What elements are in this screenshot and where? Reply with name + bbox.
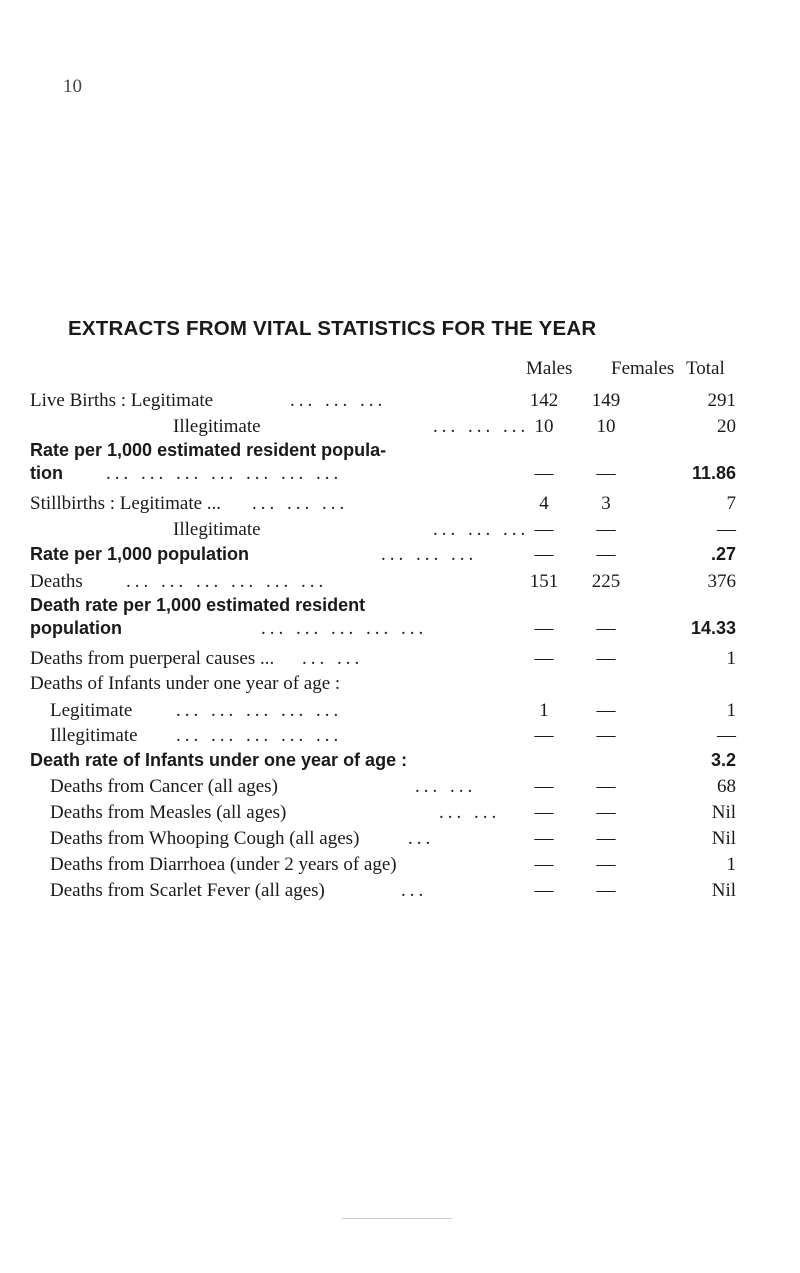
leader-dots: ... ... ... ... ... — [176, 725, 343, 746]
cell-total: 1 — [726, 648, 736, 669]
row-label: population — [30, 618, 122, 638]
cell-total: .27 — [710, 544, 736, 564]
row-label: Deaths from Cancer (all ages) — [50, 776, 278, 797]
page-number: 10 — [63, 76, 82, 97]
cell-total: — — [717, 519, 736, 540]
table-row — [0, 673, 800, 699]
leader-dots: ... — [401, 880, 428, 901]
cell-total: 376 — [707, 571, 736, 592]
cell-total: 68 — [717, 776, 736, 797]
cell-males: 151 — [529, 571, 559, 592]
table-row — [0, 828, 800, 854]
cell-total: 291 — [707, 390, 736, 411]
row-label: Illegitimate — [50, 725, 138, 746]
row-label: tion — [30, 463, 63, 483]
cell-females: — — [596, 648, 616, 669]
row-label: Deaths — [30, 571, 83, 592]
cell-males: 142 — [529, 390, 559, 411]
table-row — [0, 463, 800, 489]
cell-females: — — [596, 725, 616, 746]
leader-dots: ... ... — [439, 802, 501, 823]
cell-males: 10 — [534, 416, 554, 437]
table-row — [0, 416, 800, 442]
cell-males: — — [534, 802, 554, 823]
row-label: Deaths from puerperal causes ... — [30, 648, 275, 669]
cell-females: — — [596, 618, 616, 639]
table-row — [0, 750, 800, 776]
leader-dots: ... ... ... — [433, 416, 530, 437]
leader-dots: ... ... ... ... ... — [176, 700, 343, 721]
cell-females: 3 — [601, 493, 611, 514]
cell-males: — — [534, 544, 554, 565]
row-label: Legitimate — [50, 700, 133, 721]
row-label: Rate per 1,000 population — [30, 544, 250, 564]
cell-females: — — [596, 463, 616, 484]
table-row — [0, 700, 800, 726]
cell-males: — — [534, 880, 554, 901]
row-label: Deaths from Diarrhoea (under 2 years of age) — [50, 854, 397, 875]
cell-males: 4 — [539, 493, 549, 514]
page-title: EXTRACTS FROM VITAL STATISTICS FOR THE YEAR — [68, 317, 597, 340]
cell-males: — — [534, 463, 554, 484]
cell-total: 14.33 — [690, 618, 736, 638]
cell-males: — — [534, 854, 554, 875]
table-row — [0, 519, 800, 545]
column-header-females: Females — [611, 358, 675, 379]
cell-total: Nil — [711, 802, 736, 823]
table-row — [0, 802, 800, 828]
row-label: Deaths of Infants under one year of age : — [30, 673, 341, 694]
cell-total: 7 — [726, 493, 736, 514]
leader-dots: ... ... ... ... ... ... — [126, 571, 328, 592]
column-header-total: Total — [686, 358, 725, 379]
row-label: Death rate per 1,000 estimated resident — [30, 595, 366, 615]
cell-females: — — [596, 544, 616, 565]
row-label: Stillbirths : Legitimate ... — [30, 493, 222, 514]
cell-females: — — [596, 700, 616, 721]
cell-females: — — [596, 880, 616, 901]
table-row — [0, 880, 800, 906]
row-label: Live Births : Legitimate — [30, 390, 214, 411]
cell-females: 10 — [596, 416, 616, 437]
cell-males: — — [534, 828, 554, 849]
cell-females: — — [596, 802, 616, 823]
cell-males: — — [534, 648, 554, 669]
cell-females: — — [596, 519, 616, 540]
leader-dots: ... ... ... — [381, 544, 478, 565]
table-row — [0, 648, 800, 674]
cell-total: Nil — [711, 880, 736, 901]
cell-males: — — [534, 519, 554, 540]
divider — [342, 1218, 452, 1219]
row-label: Rate per 1,000 estimated resident popula- — [30, 440, 387, 460]
table-row — [0, 390, 800, 416]
cell-total: 1 — [726, 854, 736, 875]
cell-males: — — [534, 776, 554, 797]
table-row — [0, 776, 800, 802]
row-label: Deaths from Whooping Cough (all ages) — [50, 828, 360, 849]
table-row — [0, 725, 800, 751]
cell-females: — — [596, 828, 616, 849]
leader-dots: ... ... ... ... ... — [261, 618, 428, 639]
row-label: Illegitimate — [173, 416, 261, 437]
table-row — [0, 544, 800, 570]
cell-females: 225 — [591, 571, 621, 592]
cell-total: 3.2 — [710, 750, 736, 770]
leader-dots: ... — [408, 828, 435, 849]
table-row — [0, 618, 800, 644]
leader-dots: ... ... — [415, 776, 477, 797]
cell-males: 1 — [539, 700, 549, 721]
leader-dots: ... ... ... — [290, 390, 387, 411]
leader-dots: ... ... — [302, 648, 364, 669]
cell-females: — — [596, 776, 616, 797]
row-label: Deaths from Scarlet Fever (all ages) — [50, 880, 325, 901]
table-row — [0, 854, 800, 880]
table-row — [0, 493, 800, 519]
leader-dots: ... ... ... — [252, 493, 349, 514]
table-row — [0, 571, 800, 597]
cell-males: — — [534, 725, 554, 746]
cell-females: — — [596, 854, 616, 875]
leader-dots: ... ... ... — [433, 519, 530, 540]
cell-total: 1 — [726, 700, 736, 721]
leader-dots: ... ... ... ... ... ... ... — [106, 463, 343, 484]
cell-total: 11.86 — [691, 463, 736, 483]
cell-females: 149 — [591, 390, 621, 411]
column-header-males: Males — [526, 358, 573, 379]
cell-total: Nil — [711, 828, 736, 849]
row-label: Deaths from Measles (all ages) — [50, 802, 287, 823]
cell-males: — — [534, 618, 554, 639]
row-label: Illegitimate — [173, 519, 261, 540]
cell-total: — — [717, 725, 736, 746]
cell-total: 20 — [717, 416, 736, 437]
row-label: Death rate of Infants under one year of age : — [30, 750, 408, 770]
